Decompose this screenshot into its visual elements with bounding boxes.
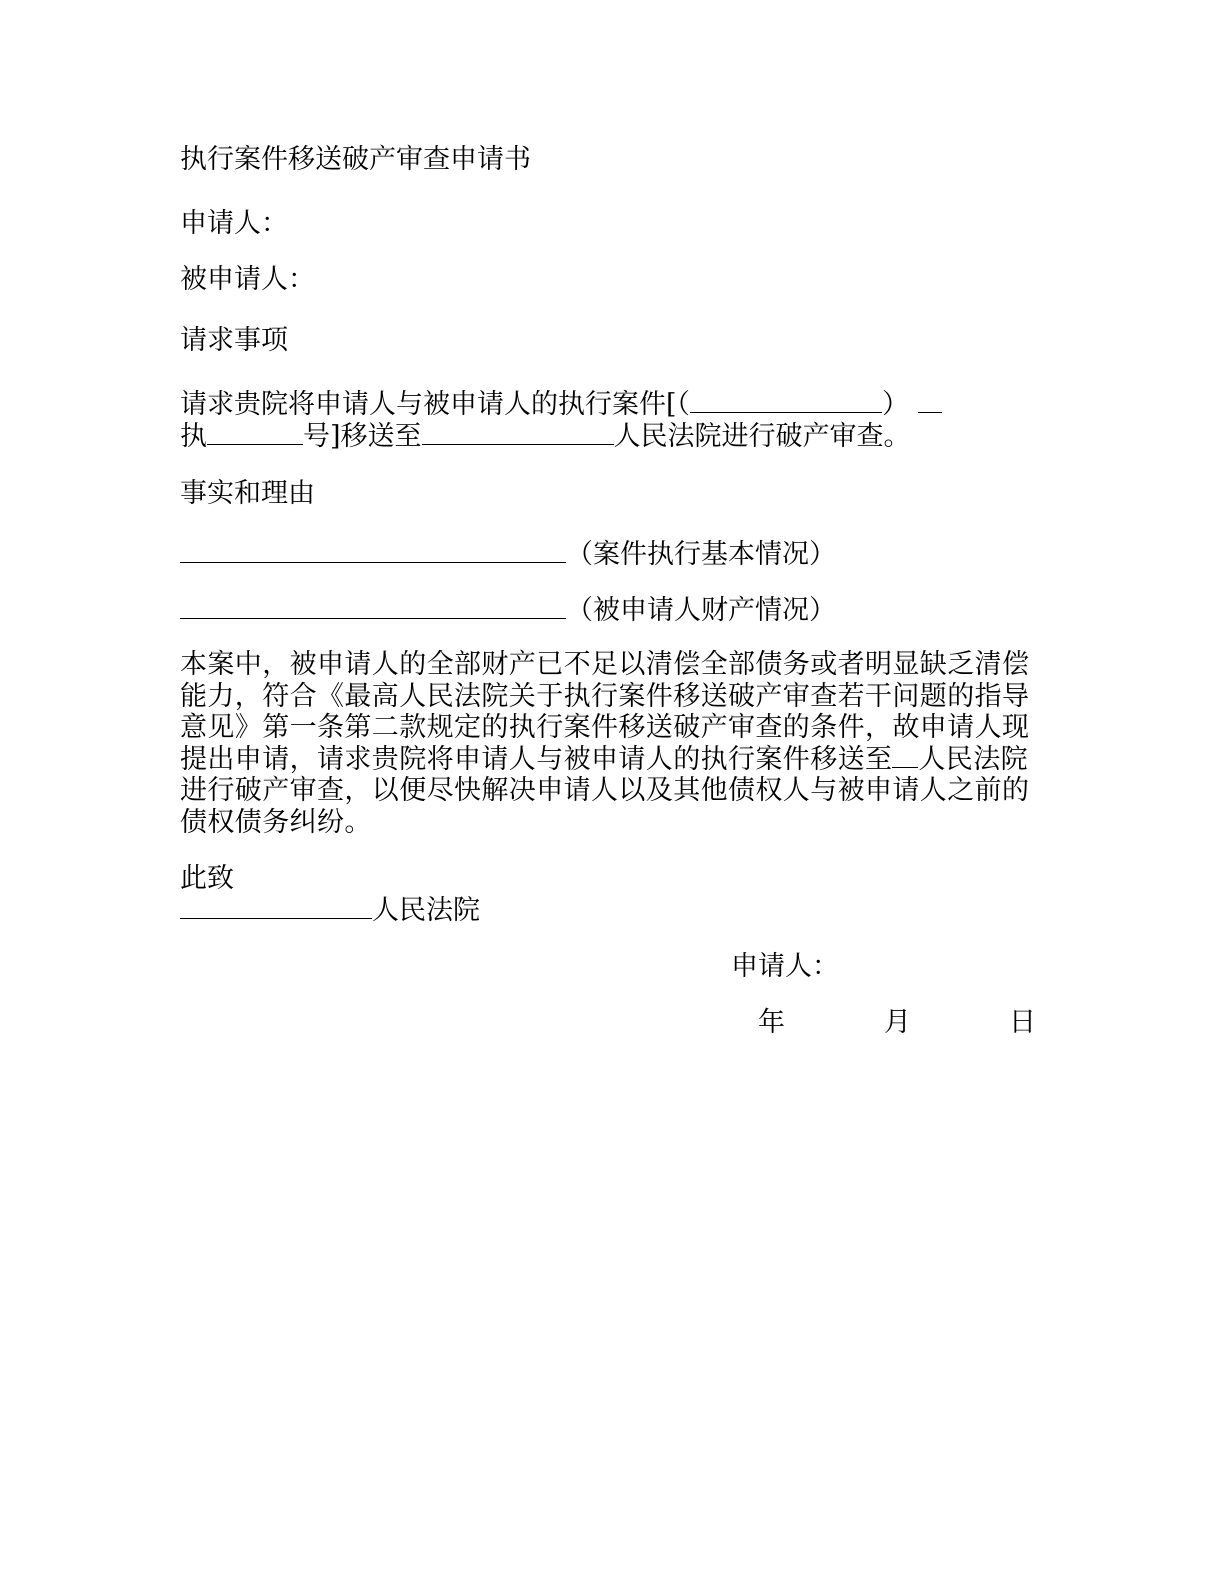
request-paragraph (180, 389, 1040, 452)
closing-salutation: 此致 (180, 863, 234, 894)
request-text-4: 号]移送至 (303, 420, 422, 452)
reason-court-blank (892, 745, 918, 768)
signature-label: 申请人： (731, 951, 839, 982)
addressee-court (180, 895, 480, 927)
facts-heading: 事实和理由 (180, 478, 315, 509)
date-year: 年 (758, 1007, 785, 1038)
execution-status-label: （案件执行基本情况） (566, 539, 836, 570)
target-court-blank (422, 422, 614, 445)
date-month: 月 (884, 1007, 911, 1038)
request-text-3: 执 (180, 420, 207, 452)
reason-paragraph (180, 649, 1040, 838)
execution-status-blank (180, 540, 566, 563)
request-text-5: 人民法院进行破产审查。 (613, 420, 911, 452)
case-year-blank (690, 390, 882, 413)
request-text-1: 请求贵院将申请人与被申请人的执行案件[（ (180, 389, 691, 420)
addressee-court-suffix: 人民法院 (372, 895, 480, 926)
request-text-2: ） (882, 389, 910, 420)
case-number-blank (207, 422, 303, 445)
applicant-label: 申请人： (180, 208, 288, 239)
facts-line-execution (180, 539, 836, 571)
respondent-label: 被申请人： (180, 264, 315, 295)
date-day: 日 (1009, 1007, 1036, 1038)
reason-text-1: 本案中，被申请人的全部财产已不足以清偿全部债务或者明显缺乏清偿能力，符合《最高人民法院关于执行案件移送破产审查若干问题的指导意见》第一条第二款规定的执行案件移送破产审查的条件，故申请人现提出申请，请求贵院将申请人与被申请人的执行案件移送至 (180, 649, 1030, 775)
reason-text-2: 人民法院进行破产审查，以便尽快解决申请人以及其他债权人与被申请人之前的债权债务纠纷。 (180, 743, 1030, 838)
addressee-court-blank (180, 896, 372, 919)
court-code-blank (918, 390, 942, 413)
request-heading: 请求事项 (180, 325, 288, 356)
document-title: 执行案件移送破产审查申请书 (180, 144, 531, 175)
facts-line-property (180, 595, 836, 627)
property-status-blank (180, 596, 566, 619)
property-status-label: （被申请人财产情况） (566, 595, 836, 626)
